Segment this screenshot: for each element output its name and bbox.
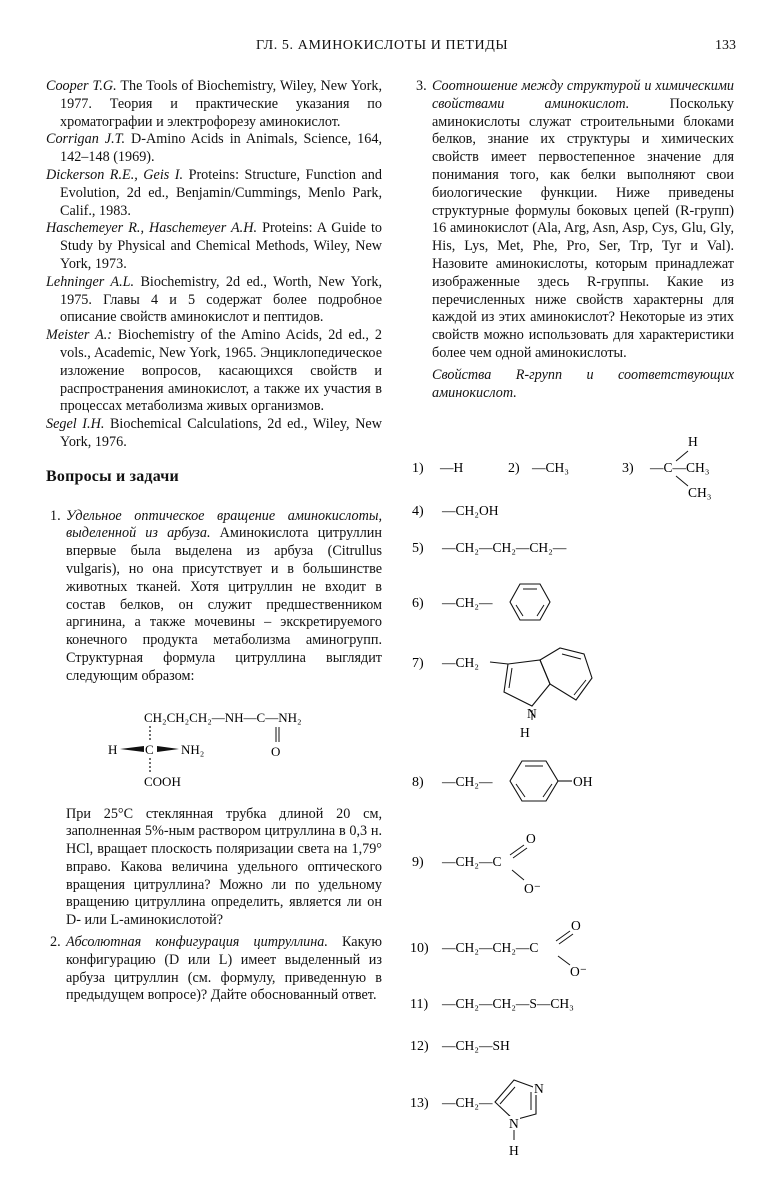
rgroup-7-h: H <box>520 725 530 740</box>
rgroup-9-ominus: O⁻ <box>524 881 541 896</box>
reference-author: Meister A.: <box>46 327 113 344</box>
rgroup-7-n: N <box>527 706 537 721</box>
rgroup-label-2: 2) <box>508 461 520 476</box>
rgroup-label-4: 4) <box>412 504 424 519</box>
reference-author: Haschemeyer R., Haschemeyer A.H. <box>46 220 258 237</box>
question-number: 3. <box>416 78 427 94</box>
rgroup-12: —CH₂—SH <box>442 1038 510 1053</box>
reference-author: Segel I.H. <box>46 416 105 433</box>
rgroup-13-n1: N <box>534 1081 544 1096</box>
question-subtitle: Свойства R-групп и соответствующих аминокислот. <box>432 366 734 401</box>
rgroup-label-5: 5) <box>412 541 424 556</box>
rgroup-4: —CH₂OH <box>442 503 499 518</box>
question-number: 1. <box>50 507 61 524</box>
rgroup-5: —CH₂—CH₂—CH₂— <box>442 540 567 555</box>
reference-text: Proteins: A Guide to Study by Physical and Chemical Methods, Wiley, New York, 1973. <box>60 220 382 272</box>
rgroup-label-1: 1) <box>412 461 424 476</box>
rgroup-9-o: O <box>526 831 536 846</box>
reference-text: Proteins: Structure, Function and Evolution, 2d ed., Benjamin/Cummings, Menlo Park, Calif., 1983. <box>60 166 382 219</box>
chapter-title: ГЛ. 5. АМИНОКИСЛОТЫ И ПЕТИДЫ <box>256 38 509 53</box>
question-title: Соотношение между структурой и химическими свойствами аминокислот. <box>432 78 734 112</box>
rgroup-label-7: 7) <box>412 656 424 671</box>
question-body: Аминокислота цитруллин впервые была выделена из арбуза (Citrullus vulgaris), но она присутствует и в большинстве животных тканей. Хотя цитруллин не входит в состав белков, он служит предшественником аргинина, а также мочевины – экскретируемого конечного продукта метаболизма аминогрупп. Структурная формула цитруллина выглядит следующим образом: <box>66 525 382 684</box>
question-body: Какую конфигурацию (D или L) имеет выделенный из арбуза цитруллин (см. формулу, приведенную в предыдущем вопросе)? Дайте обоснованный ответ. <box>66 934 382 1004</box>
rgroup-13-n2: N <box>509 1116 519 1131</box>
rgroup-13: —CH₂— <box>442 1095 493 1110</box>
phenol-ring <box>510 761 572 801</box>
page-number: 133 <box>715 38 736 53</box>
benzene-ring <box>510 584 550 620</box>
rgroup-label-6: 6) <box>412 596 424 611</box>
rgroup-10: —CH₂—CH₂—C <box>442 940 539 955</box>
rgroup-3-ch3: CH₃ <box>688 485 712 500</box>
reference-text: Biochemistry of the Amino Acids, 2d ed., 2 vols., Academic, New York, 1965. Энциклопедическое изложение вопросов, касающихся свойств и распространения аминокислот, а также их участия в процессах метаболизма живых организмов. <box>60 327 382 415</box>
reference-text: The Tools of Biochemistry, Wiley, New York, 1977. Теория и практические указания по хроматографии и электрофорезу аминокислот. <box>60 78 382 130</box>
formula-oxygen: O <box>271 743 281 759</box>
reference-author: Corrigan J.T. <box>46 131 126 148</box>
question-title: Абсолютная конфигурация цитруллина. <box>66 934 328 951</box>
rgroup-2: —CH₃ <box>532 460 569 475</box>
rgroup-13-h: H <box>509 1143 519 1158</box>
question-body: Поскольку аминокислоты служат строительными блоками белков, знание их структуры и химических свойств имеет первостепенное значение для понимания того, как белки выполняют свои биологические функции. Ниже приведены структурные формулы боковых цепей (R-групп) 16 аминокислот (Ala, Arg, Asn, Asp, Cys, Glu, Gly, His, Lys, Met, Phe, Pro, Ser, Trp, Tyr и Val). Назовите аминокислоты, которым принадлежат изображенные здесь R-группы. Какие из перечисленных ниже свойств характерны для каждой из этих аминокислот? Некоторые из этих свойств можно использовать для характеристики более чем одной аминокислоты. <box>432 95 734 361</box>
rgroup-11: —CH₂—CH₂—S—CH₃ <box>442 996 574 1011</box>
formula-nh2: NH₂ <box>181 741 205 757</box>
rgroup-label-12: 12) <box>410 1039 429 1054</box>
reference-text: D-Amino Acids in Animals, Science, 164, 142–148 (1969). <box>60 131 383 166</box>
reference-author: Dickerson R.E., Geis I. <box>46 166 184 183</box>
indole-ring <box>490 648 592 720</box>
rgroup-label-9: 9) <box>412 855 424 870</box>
rgroup-1: —H <box>440 460 464 475</box>
imidazole-ring <box>495 1080 536 1140</box>
rgroup-3: —C—CH₃ <box>650 460 710 475</box>
rgroup-8: —CH₂— <box>442 774 493 789</box>
rgroup-label-11: 11) <box>410 997 429 1012</box>
reference-author: Cooper T.G. <box>46 78 117 94</box>
rgroup-label-13: 13) <box>410 1096 429 1111</box>
rgroup-8-oh: OH <box>573 774 593 789</box>
question-followup: При 25°C стеклянная трубка длиной 20 см, заполненная 5%-ным раствором цитруллина в 0,3 н. HCl, вращает плоскость поляризации света на 1,79° вправо. Какова величина удельного оптического вращения цитруллина? Можно ли по удельному вращению цитруллина определить, является ли он D- или L-аминокислотой? <box>66 805 382 929</box>
rgroup-7: —CH₂ <box>442 655 479 670</box>
reference-text: Biochemical Calculations, 2d ed., Wiley, New York, 1976. <box>60 416 382 450</box>
formula-h: H <box>108 741 118 757</box>
rgroup-6: —CH₂— <box>442 595 493 610</box>
question-title: Удельное оптическое вращение аминокислоты, выделенной из арбуза. <box>66 507 382 542</box>
formula-c: C <box>145 741 154 757</box>
rgroup-label-10: 10) <box>410 941 429 956</box>
reference-author: Lehninger A.L. <box>46 273 135 290</box>
formula-cooh: COOH <box>144 773 181 789</box>
formula-chain: CH₂CH₂CH₂—NH—C—NH₂ <box>144 709 302 725</box>
reference-text: Biochemistry, 2d ed., Worth, New York, 1975. Главы 4 и 5 содержат более подробное описание свойств аминокислот и пептидов. <box>60 273 383 326</box>
rgroup-10-ominus: O⁻ <box>570 964 587 979</box>
section-title: Вопросы и задачи <box>46 467 179 485</box>
rgroup-label-8: 8) <box>412 775 424 790</box>
rgroup-9: —CH₂—C <box>442 854 502 869</box>
rgroup-10-o: O <box>571 918 581 933</box>
rgroup-3-h: H <box>688 434 698 449</box>
question-number: 2. <box>50 934 61 951</box>
rgroup-label-3: 3) <box>622 461 634 476</box>
